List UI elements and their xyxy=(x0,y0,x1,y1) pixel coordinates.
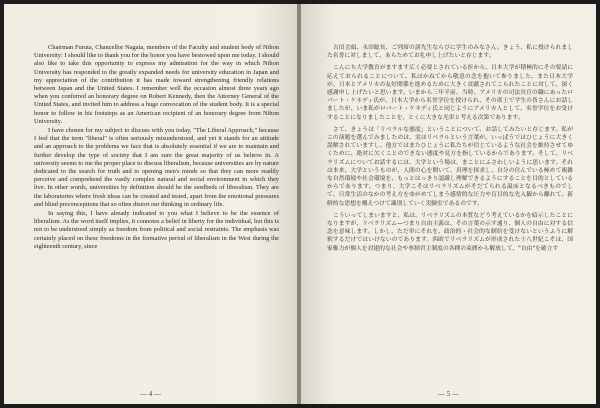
right-page xyxy=(301,4,596,404)
paragraph: I have chosen for my subject to discuss with you today, "The Liberal Approach," because I feel that the term "liberal" is often seriously misunderstood, and yet it stands for an attitude and an approach to the problems we face that is absolutely essential if we are to maintain and further develop the type of society that I am sure the great majority of us believe in. A university seems to me the proper place to discuss liberalism, because universities are by nature dedicated to the search for truth and to opening men's minds so that they can more readily perceive and comprehend the vastly complex natural and social environment in which they live. In other words, universities by definition should be the seedbeds of liberalism. They are the laboratories where fresh ideas can be created and tested, apart from the emotional pressures and blind preconceptions that so often distort our thinking in ordinary life. xyxy=(34,127,279,208)
left-page xyxy=(4,4,297,404)
paragraph: 古田会頭、永田総長、ご列席の諸先生ならびに学生のみなさん。きょう、私に授けられました名誉に対しまして、あらためてお礼申し上げたいと存じます。 xyxy=(327,45,573,60)
paragraph: In saying this, I have already indicated to you what I believe to be the essence of liberalism. As the word itself implies, it connotes a belief in liberty for the individual, but this is not to be understood simply as freedom from political and social restraints. The emphasis was certainly placed on these freedoms in the formative period of liberalism in the West during the eighteenth century, since xyxy=(34,210,279,250)
english-text xyxy=(34,44,279,252)
page-number: — 4 — xyxy=(140,390,161,398)
page-number: — 5 — xyxy=(438,390,459,398)
paragraph: こんにち大学教育がますます広く必要とされている折から、日本大学が積極的にその要請に応えておられることについて、私はかねてから敬意の念を抱いて参りました。また日本大学が、日本とアメリカの友好関係を進めるために大きく貢献されてこられたことに対して、深く感謝申し上げたいと思います。いまから三年半前、当時、アメリカの司法長官の職にあったロバート・ケネディ氏が、日本大学から名誉学位を授けられ、その席上で学生の皆さんにお話しましたが、いま私がロバート・ケネディ氏と同じようにアメリカ人として、名誉学位をお受けすることになりましたことを、とくに大きな光栄と考える次第であります。 xyxy=(327,65,573,121)
paragraph: さて、きょうは「リベラルな態度」ということについて、お話してみたいと存じます。私がこの演題を選んでみましたのは、実はリベラルという言葉が、いっぱうではひじょうに大きく誤解されていますし、他方ではまたひじょうに私たちが信じているような社会を維持させてゆくために、絶対に欠くことのできない態度や見方を指しているからであります。そして、リベラリズムについてお話するには、大学という場は、まことにふさわしいように思います。それは本来、大学というものが、人間の心を開いて、真理を探求し、自分の住んでいる極めて複雑な自然環境や社会環境を、もっとはっきり認識し理解できるようにすることを目的としているからであります。つまり、大学こそはリベラリズムがそだてられる温床となるべきものでして、日常生活のなかの考え方をゆがめてしまう感情的な圧力や盲目的な先入観から離れて、新鮮的な思想を構えつけて識別していく実験室であるのです。 xyxy=(327,126,573,207)
paragraph: Chairman Furuta, Chancellor Nagata, members of the Faculty and student body of Nihon University: I should like to thank you for the honor you have bestowed upon me today. I should also like to take this opportunity to express my admiration for the way in which Nihon University has responded to the greatly expanded needs for university education in Japan and my appreciation of the contribution it has made toward strengthening friendly relations between Japan and the United States. I remember well the occasion almost three years ago when you conferred an honorary degree on Robert Kennedy, then the Attorney General of the United States, and invited him to address a huge convocation of the student body. It is a special honor to follow in his footsteps as an American recipient of an honorary degree from Nihon University. xyxy=(34,44,279,125)
paragraph: こういってしまいますと、私は、リベラリズムの本質などう考えているかを暗示したことになりますが、リベラリズム—つまり自由主義は、その言葉の示す通り、個人の自由に対する信念を意味します。しかし、ただ単にそれを、政治的・社会的な制約を受けないというふうに解釈するだけではいけないのであります。西欧でリベラリズムが形成された十八世紀こそは、国家権力が個人を封建的な社会や専制君主制度の各種の束縛から解放して、"自由"を確立す xyxy=(327,212,573,252)
japanese-text xyxy=(327,44,573,257)
